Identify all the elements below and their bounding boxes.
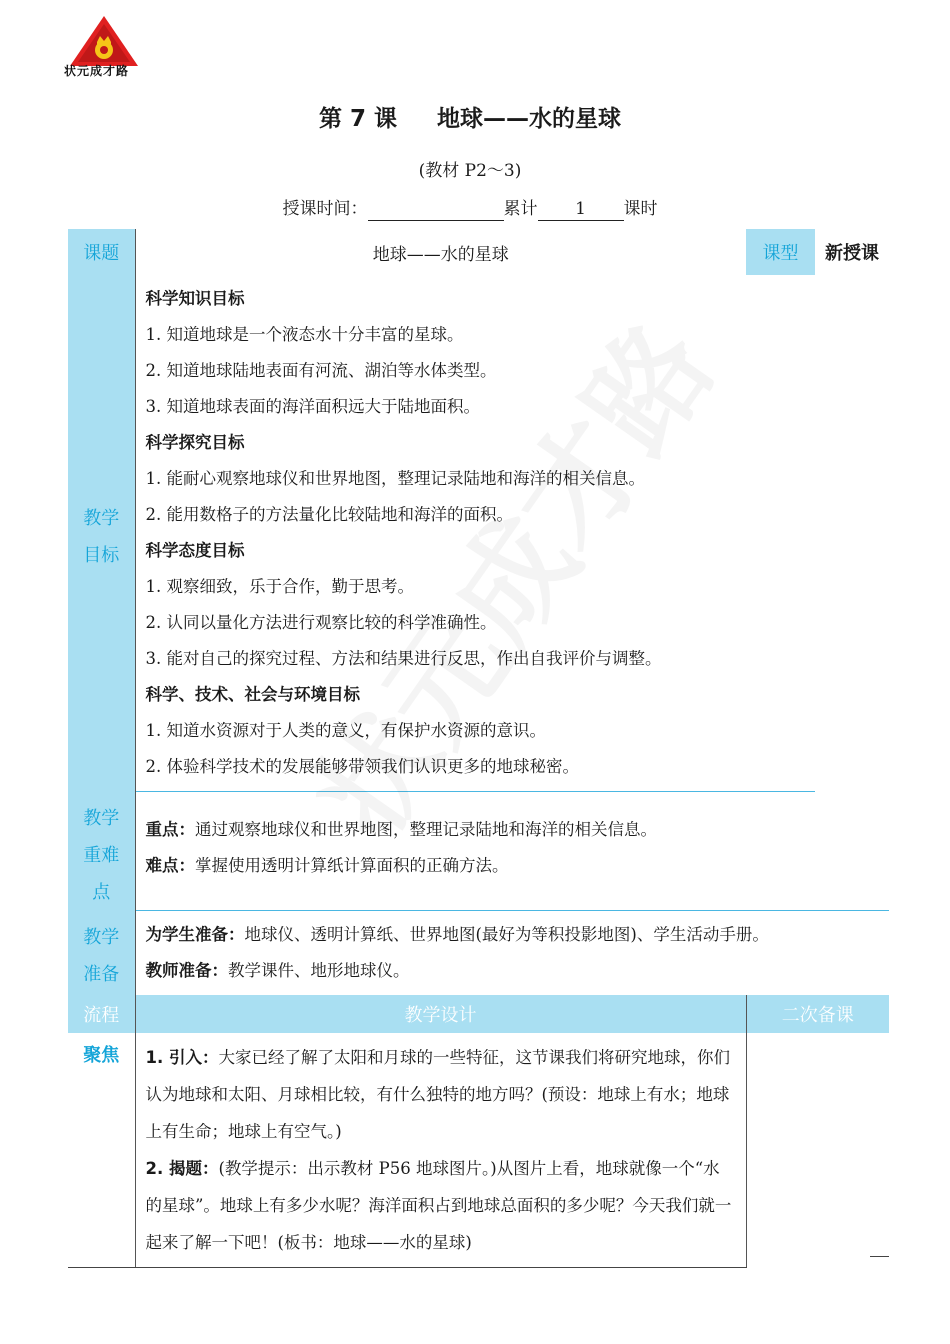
- focus-row: [68, 1033, 889, 1268]
- knowledge-heading: 科学知识目标: [145, 289, 245, 308]
- time-label: 授课时间：: [282, 199, 368, 219]
- logo-text: 状元成才路: [64, 64, 130, 78]
- time-blank: [368, 200, 504, 221]
- key-label: 重点：: [145, 820, 195, 839]
- list-item: 2. 知道地球陆地表面有河流、湖泊等水体类型。: [145, 361, 497, 380]
- list-item: 1. 能耐心观察地球仪和世界地图，整理记录陆地和海洋的相关信息。: [145, 469, 645, 488]
- flow-header-row: [68, 995, 889, 1033]
- goals-label: 教学 目标: [68, 275, 135, 792]
- topic-label: 课题: [68, 229, 135, 275]
- lesson-plan-table: [68, 229, 889, 1268]
- attitude-heading: 科学态度目标: [145, 541, 245, 560]
- difficulty-text: 掌握使用透明计算纸计算面积的正确方法。: [195, 856, 509, 875]
- table-bottom-border: [870, 1256, 889, 1257]
- list-item: 2. 能用数格子的方法量化比较陆地和海洋的面积。: [145, 505, 513, 524]
- total-label: 累计: [503, 199, 538, 219]
- lesson-number: 第 7 课: [318, 106, 398, 132]
- class-time-line: [0, 194, 940, 221]
- lesson-title: 地球——水的星球: [437, 106, 622, 132]
- total-value: 1: [538, 200, 624, 221]
- sts-heading: 科学、技术、社会与环境目标: [145, 685, 360, 704]
- goals-content: [135, 275, 815, 792]
- list-item: 1. 知道地球是一个液态水十分丰富的星球。: [145, 325, 464, 344]
- flow-col-label: 流程: [68, 995, 135, 1033]
- student-prep-label: 为学生准备：: [145, 925, 245, 944]
- difficulty-label: 难点：: [145, 856, 195, 875]
- list-item: 2. 认同以量化方法进行观察比较的科学准确性。: [145, 613, 497, 632]
- type-value: 新授课: [815, 229, 889, 275]
- key-points-row: [68, 792, 889, 911]
- student-prep-text: 地球仪、透明计算纸、世界地图(最好为等积投影地图)、学生活动手册。: [244, 925, 769, 944]
- revision-cell: [746, 1033, 889, 1268]
- design-col-label: 教学设计: [135, 995, 746, 1033]
- prep-row: [68, 911, 889, 996]
- key-points-content: [135, 792, 815, 911]
- list-item: 3. 能对自己的探究过程、方法和结果进行反思，作出自我评价与调整。: [145, 649, 662, 668]
- focus-label: 聚焦: [68, 1033, 135, 1268]
- list-item: 2. 体验科学技术的发展能够带领我们认识更多的地球秘密。: [145, 757, 579, 776]
- topic-row: [68, 229, 889, 275]
- intro-text: 大家已经了解了太阳和月球的一些特征，这节课我们将研究地球，你们认为地球和太阳、月球相比较，有什么独特的地方吗？(预设：地球上有水；地球上有生命；地球上有空气。): [145, 1048, 730, 1141]
- type-label: 课型: [746, 229, 815, 275]
- intro-label: 1. 引入：: [145, 1048, 219, 1067]
- teacher-prep-label: 教师准备：: [145, 961, 228, 980]
- list-item: 1. 观察细致，乐于合作，勤于思考。: [145, 577, 414, 596]
- prep-label: 教学 准备: [68, 911, 135, 996]
- list-item: 3. 知道地球表面的海洋面积远大于陆地面积。: [145, 397, 480, 416]
- reveal-label: 2. 揭题：: [145, 1159, 219, 1178]
- list-item: 1. 知道水资源对于人类的意义，有保护水资源的意识。: [145, 721, 546, 740]
- key-text: 通过观察地球仪和世界地图，整理记录陆地和海洋的相关信息。: [195, 820, 657, 839]
- inquiry-heading: 科学探究目标: [145, 433, 245, 452]
- topic-value: 地球——水的星球: [135, 229, 746, 275]
- page-title: [0, 100, 940, 133]
- revision-col-label: 二次备课: [746, 995, 889, 1033]
- key-points-label: 教学 重难 点: [68, 792, 135, 911]
- teacher-prep-text: 教学课件、地形地球仪。: [228, 961, 410, 980]
- period-label: 课时: [623, 199, 658, 219]
- focus-content: [135, 1033, 746, 1268]
- reveal-text: (教学提示：出示教材 P56 地球图片。)从图片上看，地球就像一个“水的星球”。地球上有多少水呢？海洋面积占到地球总面积的多少呢？今天我们就一起来了解一下吧！(板书：地球——水的星球): [145, 1159, 732, 1252]
- prep-content: [135, 911, 889, 996]
- textbook-ref: (教材 P2～3): [418, 161, 522, 181]
- goals-row: [68, 275, 889, 792]
